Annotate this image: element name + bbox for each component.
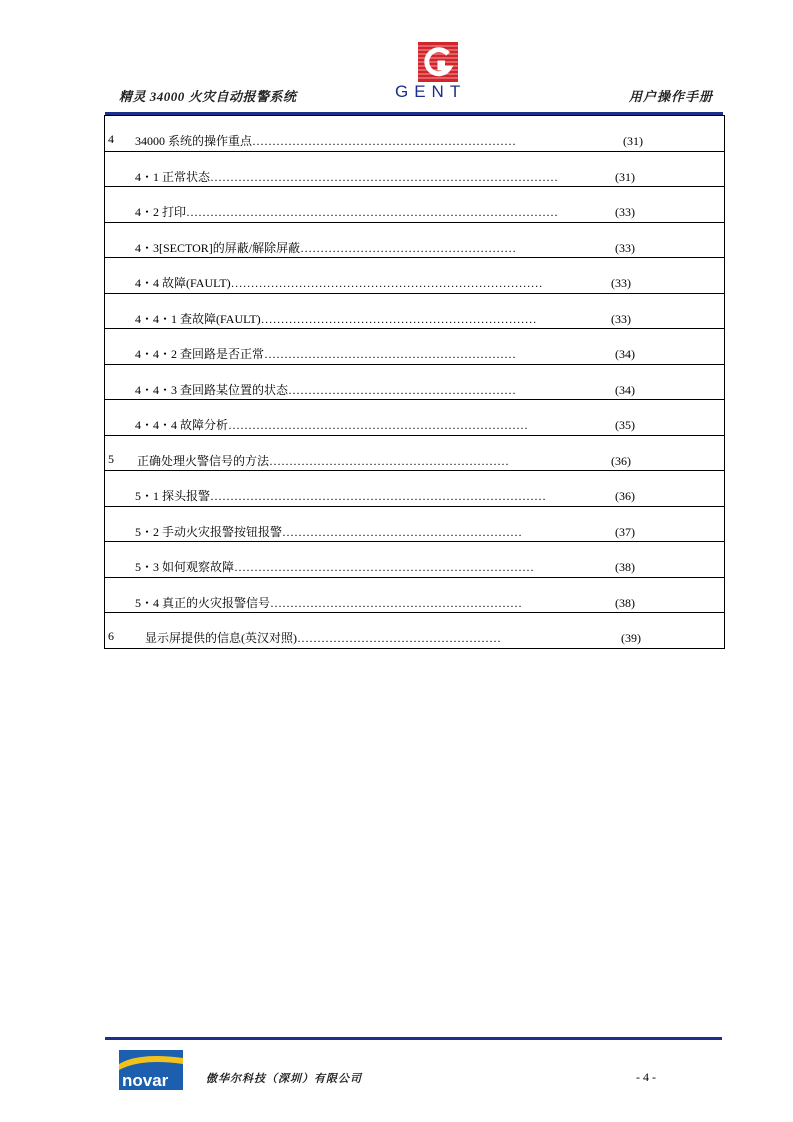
toc-entry-title: 4・2 打印………………………………………………………………………………… — [135, 205, 559, 219]
novar-logo-text: novar — [122, 1071, 169, 1090]
toc-page-number: (34) — [615, 347, 635, 361]
toc-row — [105, 578, 724, 614]
toc-entry-title: 显示屏提供的信息(英汉对照)…………………………………………… — [145, 631, 501, 645]
toc-entry-title: 4・4 故障(FAULT)…………………………………………………………………… — [135, 276, 543, 290]
toc-section-number: 6 — [108, 629, 114, 643]
toc-row — [105, 152, 724, 188]
toc-row — [105, 613, 724, 648]
toc-row — [105, 116, 724, 152]
toc-entry-title: 5・4 真正的火灾报警信号……………………………………………………… — [135, 595, 523, 610]
toc-entry-title: 4・3[SECTOR]的屏蔽/解除屏蔽……………………………………………… — [135, 240, 517, 255]
footer-page-number: - 4 - — [636, 1070, 656, 1084]
toc-entry-title: 5・1 探头报警………………………………………………………………………… — [135, 489, 547, 503]
toc-page-number: (37) — [615, 524, 635, 539]
toc-row — [105, 329, 724, 365]
toc-row — [105, 542, 724, 578]
toc-page-number: (34) — [615, 382, 635, 397]
toc-page-number: (31) — [615, 169, 635, 184]
table-of-contents — [104, 115, 725, 649]
toc-section-number: 4 — [108, 132, 114, 146]
toc-page-number: (31) — [623, 134, 643, 148]
toc-entry-title: 4・4・2 查回路是否正常……………………………………………………… — [135, 347, 517, 361]
toc-row — [105, 223, 724, 259]
toc-page-number: (33) — [615, 205, 635, 219]
toc-row — [105, 187, 724, 223]
header-manual-title: 用户操作手册 — [628, 89, 713, 104]
toc-entry-title: 5・3 如何观察故障………………………………………………………………… — [135, 560, 535, 574]
toc-page-number: (38) — [615, 560, 635, 574]
header-system-title: 精灵 34000 火灾自动报警系统 — [119, 89, 297, 104]
page-header — [105, 38, 723, 116]
toc-entry-title: 5・2 手动火灾报警按钮报警…………………………………………………… — [135, 524, 523, 539]
toc-page-number: (33) — [615, 240, 635, 255]
gent-logo-icon — [418, 42, 458, 82]
toc-page-number: (35) — [615, 418, 635, 432]
toc-entry-title: 34000 系统的操作重点………………………………………………………… — [135, 134, 517, 148]
toc-row — [105, 471, 724, 507]
toc-entry-title: 4・4・1 查故障(FAULT)…………………………………………………………… — [135, 311, 537, 326]
footer-rule — [105, 1037, 722, 1040]
toc-section-number: 5 — [108, 451, 114, 466]
toc-row — [105, 365, 724, 401]
toc-entry-title: 正确处理火警信号的方法…………………………………………………… — [137, 453, 510, 468]
toc-page-number: (38) — [615, 595, 635, 610]
toc-row — [105, 258, 724, 294]
toc-page-number: (39) — [621, 631, 641, 645]
toc-entry-title: 4・4・3 查回路某位置的状态………………………………………………… — [135, 382, 517, 397]
toc-page-number: (33) — [611, 276, 631, 290]
toc-page-number: (36) — [611, 453, 631, 468]
toc-entry-title: 4・1 正常状态…………………………………………………………………………… — [135, 169, 559, 184]
gent-brand-text: GENT — [395, 82, 467, 101]
toc-page-number: (36) — [615, 489, 635, 503]
toc-row — [105, 507, 724, 543]
toc-page-number: (33) — [611, 311, 631, 326]
toc-row — [105, 436, 724, 472]
toc-entry-title: 4・4・4 故障分析………………………………………………………………… — [135, 418, 529, 432]
footer-company-name: 傲华尔科技（深圳）有限公司 — [206, 1073, 362, 1085]
toc-row — [105, 400, 724, 436]
toc-row — [105, 294, 724, 330]
novar-logo-icon — [119, 1050, 183, 1090]
